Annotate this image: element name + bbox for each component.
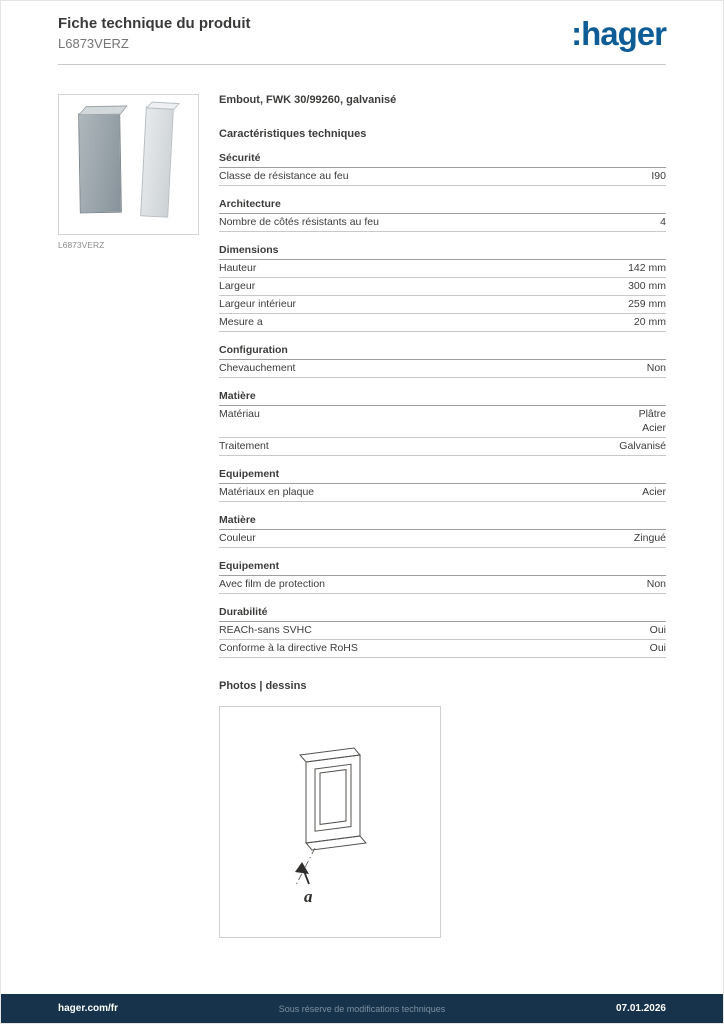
section-matiere <box>219 390 666 456</box>
row-rohs <box>219 640 666 658</box>
row-materiau <box>219 406 666 438</box>
row-largeur <box>219 278 666 296</box>
section-configuration <box>219 344 666 378</box>
spec-value-line: Acier <box>642 422 666 434</box>
specs-title: Caractéristiques techniques <box>219 128 367 140</box>
spec-value: I90 <box>651 170 666 182</box>
spec-value: 142 mm <box>628 262 666 274</box>
section-title: Equipement <box>219 560 666 576</box>
section-architecture <box>219 198 666 232</box>
embout-drawing <box>220 707 440 937</box>
row-reach-svhc <box>219 622 666 640</box>
section-securite <box>219 152 666 186</box>
product-photo-caption: L6873VERZ <box>58 240 105 250</box>
spec-label: Traitement <box>219 440 269 452</box>
row-cotes-resistants-feu <box>219 214 666 232</box>
spec-value: 300 mm <box>628 280 666 292</box>
row-classe-resistance-feu <box>219 168 666 186</box>
footer-website: hager.com/fr <box>58 1003 119 1014</box>
drawing-inner-opening <box>320 770 346 825</box>
spec-label: Largeur intérieur <box>219 298 297 310</box>
section-title: Matière <box>219 390 666 406</box>
spec-value: 20 mm <box>633 316 666 328</box>
footer-date: 07.01.2026 <box>615 1003 666 1014</box>
spec-label: Matériau <box>219 408 260 420</box>
section-equipement-2 <box>219 560 666 594</box>
product-image-column <box>58 94 199 250</box>
spec-label: Mesure a <box>219 316 263 328</box>
spec-label: Largeur <box>219 280 256 292</box>
spec-value-line: Plâtre <box>638 408 666 420</box>
row-largeur-interieur <box>219 296 666 314</box>
spec-value <box>639 408 666 434</box>
spec-label: Conforme à la directive RoHS <box>219 642 358 654</box>
spec-value: 259 mm <box>628 298 666 310</box>
section-title: Matière <box>219 514 666 530</box>
spec-label: Couleur <box>219 532 256 544</box>
spec-value: Galvanisé <box>619 440 666 452</box>
section-title: Durabilité <box>219 606 666 622</box>
row-couleur <box>219 530 666 548</box>
content-area <box>1 65 723 938</box>
page-footer <box>1 994 723 1023</box>
header-titles <box>58 15 251 51</box>
technical-drawing-box <box>219 706 441 938</box>
spec-label: REACh-sans SVHC <box>219 624 312 636</box>
drawing-bottom-flange <box>306 836 366 850</box>
spec-label: Nombre de côtés résistants au feu <box>219 216 379 228</box>
photos-title: Photos | dessins <box>219 680 307 692</box>
spec-value: Non <box>646 362 666 374</box>
spec-value: Acier <box>642 486 666 498</box>
spec-label: Chevauchement <box>219 362 296 374</box>
row-mesure-a <box>219 314 666 332</box>
row-hauteur <box>219 260 666 278</box>
section-title: Equipement <box>219 468 666 484</box>
spec-label: Avec film de protection <box>219 578 326 590</box>
section-title: Dimensions <box>219 244 666 260</box>
row-film-protection <box>219 576 666 594</box>
product-reference: L6873VERZ <box>58 36 129 51</box>
dimension-label-a: a <box>304 887 313 906</box>
spec-value: 4 <box>660 216 666 228</box>
product-name: Embout, FWK 30/99260, galvanisé <box>219 94 397 106</box>
spec-value: Oui <box>649 642 666 654</box>
spec-column <box>219 94 666 938</box>
footer-disclaimer: Sous réserve de modifications techniques <box>278 1004 446 1014</box>
page-title: Fiche technique du produit <box>58 15 251 32</box>
spec-value: Non <box>646 578 666 590</box>
page-header <box>1 1 723 51</box>
product-part-body <box>78 113 122 214</box>
row-traitement <box>219 438 666 456</box>
spec-value: Zingué <box>633 532 666 544</box>
spec-label: Classe de résistance au feu <box>219 170 349 182</box>
section-dimensions <box>219 244 666 332</box>
row-materiaux-en-plaque <box>219 484 666 502</box>
section-durabilite <box>219 606 666 658</box>
section-matiere-2 <box>219 514 666 548</box>
spec-label: Hauteur <box>219 262 257 274</box>
drawing-outer-frame <box>306 755 360 843</box>
section-title: Sécurité <box>219 152 666 168</box>
drawing-top-flange <box>300 748 360 762</box>
product-part-panel <box>140 106 174 217</box>
hager-logo: :hager <box>571 15 666 52</box>
section-title: Architecture <box>219 198 666 214</box>
spec-label: Matériaux en plaque <box>219 486 315 498</box>
spec-value: Oui <box>649 624 666 636</box>
row-chevauchement <box>219 360 666 378</box>
product-photo <box>58 94 199 235</box>
section-title: Configuration <box>219 344 666 360</box>
section-equipement <box>219 468 666 502</box>
